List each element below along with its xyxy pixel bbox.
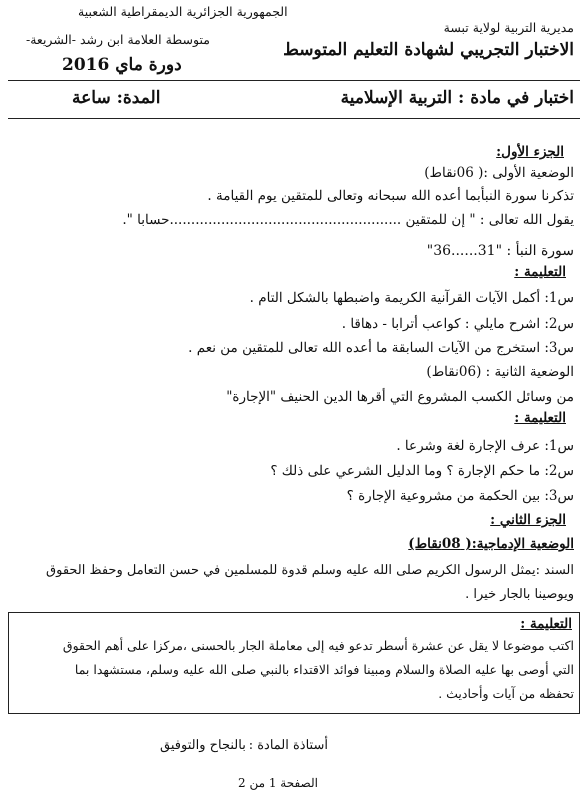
task-line-3: تحفظه من آيات وأحاديث . xyxy=(438,686,574,701)
exam-title: الاختبار التجريبي لشهادة التعليم المتوسط xyxy=(283,40,574,60)
instruction2-title: التعليمة : xyxy=(514,410,566,426)
situation1-title: الوضعية الأولى :( 06نقاط) xyxy=(424,165,574,181)
duration: المدة: ساعة xyxy=(72,88,161,108)
situation2-q2: س2: ما حكم الإجارة ؟ وما الدليل الشرعي على ذلك ؟ xyxy=(270,463,574,479)
task-line-2: التي أوصى بها عليه الصلاة والسلام ومبينا فوائد الاقتداء بالنبي صلى الله عليه وسلم، مستشهدا بما xyxy=(74,662,574,677)
support-line-2: ويوصينا بالجار خيرا . xyxy=(465,587,574,602)
republic-title: الجمهورية الجزائرية الديمقراطية الشعبية xyxy=(78,4,288,19)
instruction3-title: التعليمة : xyxy=(520,616,572,632)
part2-title: الجزء الثاني : xyxy=(490,512,566,528)
situation2-text: من وسائل الكسب المشروع التي أقرها الدين الحنيف "الإجارة" xyxy=(226,389,574,405)
situation2-q1: س1: عرف الإجارة لغة وشرعا . xyxy=(396,438,574,454)
support-line-1: السند :يمثل الرسول الكريم صلى الله عليه وسلم قدوة للمسلمين في حسن التعامل وحفظ الحقوق xyxy=(46,563,574,578)
task-line-1: اكتب موضوعا لا يقل عن عشرة أسطر تدعو فيه إلى معاملة الجار بالحسنى ،مركزا على أهم الحقوق xyxy=(62,638,574,653)
surah-reference: سورة النبأ : "31......36" xyxy=(426,243,574,259)
situation1-text: تذكرنا سورة النبأبما أعده الله سبحانه وتعالى للمتقين يوم القيامة . xyxy=(207,188,574,204)
situation2-q3: س3: بين الحكمة من مشروعية الإجارة ؟ xyxy=(346,488,574,504)
situation1-q3: س3: استخرج من الآيات السابقة ما أعده الله تعالى للمتقين من نعم . xyxy=(188,340,574,356)
situation1-q1: س1: أكمل الآيات القرآنية الكريمة واضبطها بالشكل التام . xyxy=(249,290,574,306)
integration-situation-title: الوضعية الإدماجية:( 08نقاط) xyxy=(408,536,574,552)
wish-text: بالنجاح والتوفيق xyxy=(160,738,246,753)
instruction1-title: التعليمة : xyxy=(514,264,566,280)
situation1-q2: س2: اشرح مايلي : كواعب أترابا - دهاقا . xyxy=(341,316,574,332)
teacher-label: أستاذة المادة : xyxy=(248,738,328,753)
directorate: مديرية التربية لولاية تبسة xyxy=(443,20,574,35)
school-name: متوسطة العلامة ابن رشد -الشريعة- xyxy=(26,32,210,47)
divider-top xyxy=(8,80,580,81)
page-number: الصفحة 1 من 2 xyxy=(238,776,318,790)
subject-line: اختبار في مادة : التربية الإسلامية xyxy=(340,88,574,108)
verse-prompt: يقول الله تعالى : " إن للمتقين ......................................................حسابا ". xyxy=(122,212,574,228)
session: دورة ماي 2016 xyxy=(62,55,182,75)
part1-title: الجزء الأول: xyxy=(496,144,564,160)
divider-subject xyxy=(8,118,580,119)
situation2-title: الوضعية الثانية : (06نقاط) xyxy=(426,364,574,380)
